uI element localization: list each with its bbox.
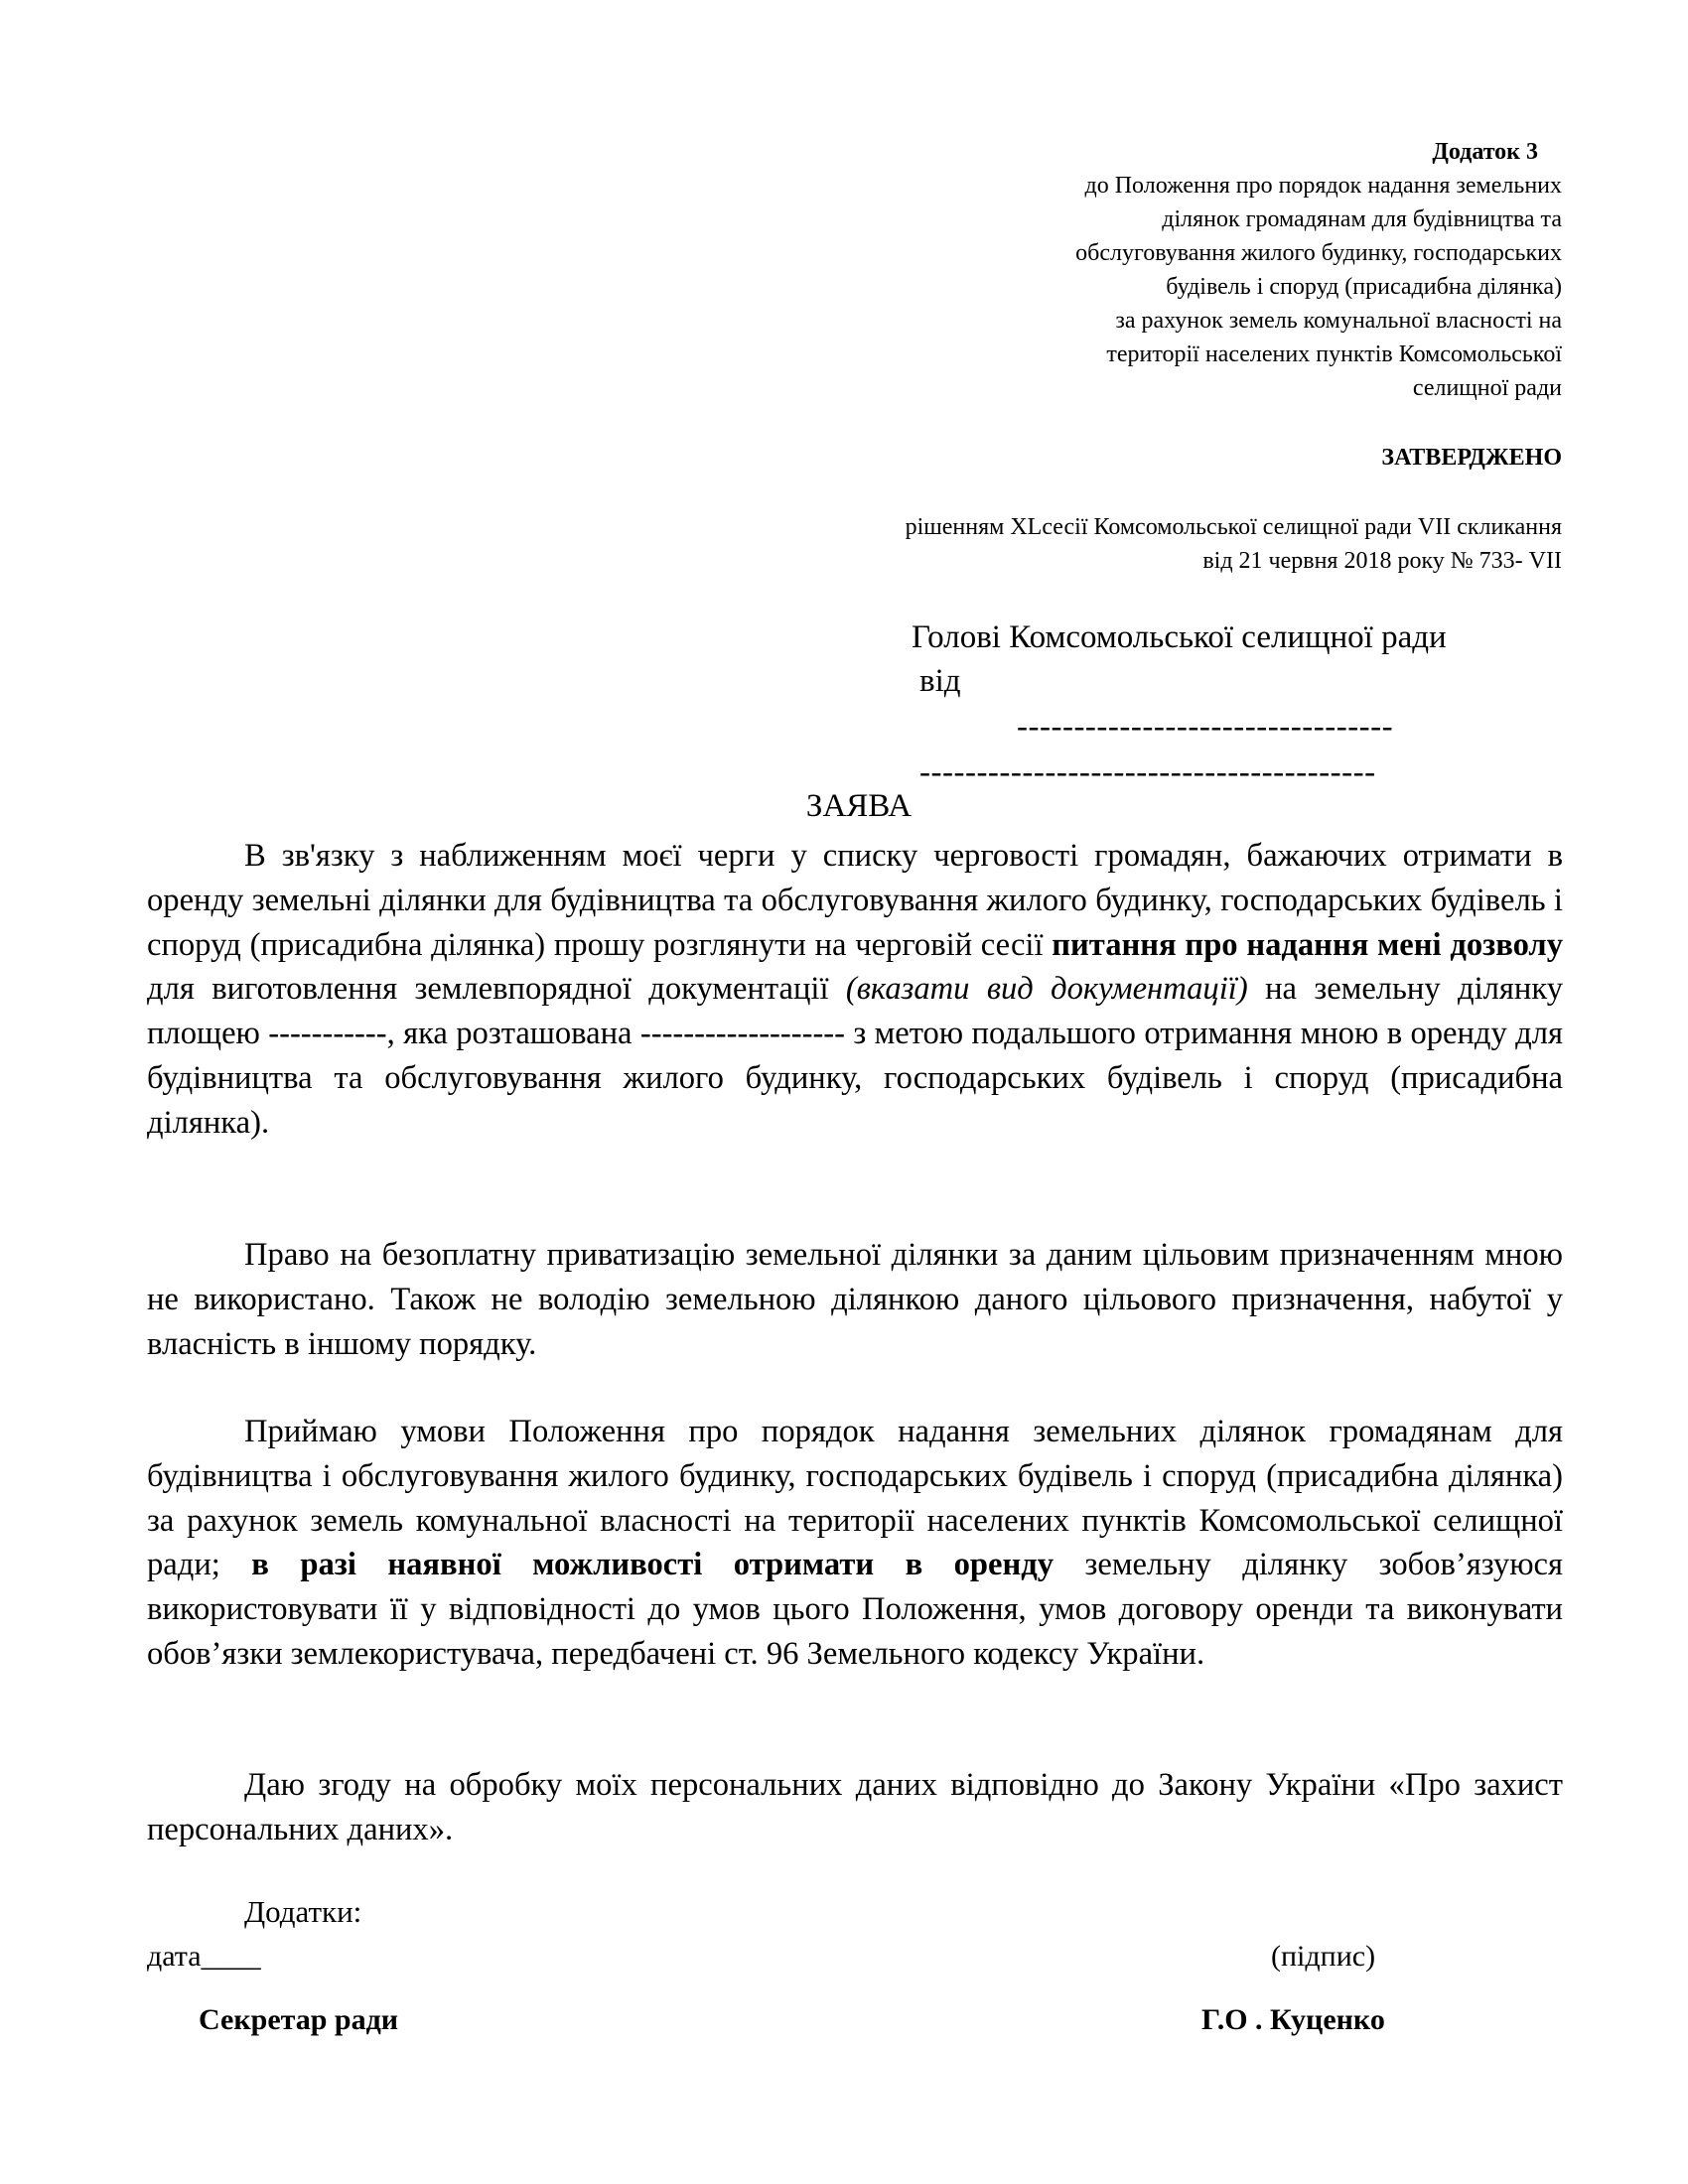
addressee-to: Голові Комсомольської селищної ради bbox=[912, 619, 1447, 655]
addressee-from: від bbox=[919, 663, 961, 699]
attachments-label: Додатки: bbox=[244, 1894, 362, 1929]
appendix-line: будівель і споруд (присадибна ділянка) bbox=[1166, 274, 1562, 300]
appendix-line: обслуговування жилого будинку, господарських bbox=[1075, 240, 1562, 266]
statement-title: ЗАЯВА bbox=[805, 788, 913, 824]
signature-label: (підпис) bbox=[1271, 1940, 1376, 1973]
applicant-name-blank: --------------------------------- bbox=[1017, 709, 1394, 745]
bold-text: питання про надання мені дозволу bbox=[1052, 926, 1563, 963]
decision-line: від 21 червня 2018 року № 733- VII bbox=[1202, 548, 1562, 574]
date-label: дата____ bbox=[147, 1940, 261, 1973]
secretary-label: Секретар ради bbox=[199, 2003, 399, 2036]
paragraph-conditions bbox=[147, 1410, 1563, 1677]
paragraph-request bbox=[147, 834, 1563, 1146]
approved-title: ЗАТВЕРДЖЕНО bbox=[1381, 445, 1562, 471]
applicant-address-blank: ---------------------------------------- bbox=[919, 754, 1376, 790]
appendix-line: ділянок громадянам для будівництва та bbox=[1162, 206, 1562, 232]
appendix-line: за рахунок земель комунальної власності на bbox=[1115, 308, 1562, 334]
paragraph-text: Приймаю умови Положення про порядок надання земельних ділянок громадянам для будівництва і обслуговування жилого будинку, господарських будівель і споруд (присадибна ділянка) за рахунок земель комунальної власності на території населених пунктів Комсомольської селищної ради; bbox=[147, 1414, 1563, 1583]
paragraph-text: В зв'язку з наближенням моєї черги у списку черговості громадян, бажаючих отримати в оренду земельні ділянки для будівництва та обслуговування жилого будинку, господарських будівель і споруд (присадибна ділянка) прошу розглянути на черговій сесії bbox=[147, 838, 1563, 963]
paragraph-text: для виготовлення землевпорядної документації bbox=[147, 971, 846, 1008]
paragraph-privatization: Право на безоплатну приватизацію земельної ділянки за даним цільовим призначенням мною не використано. Також не володію земельною ділянкою даного цільового призначення, набутої у власність в іншому порядку. bbox=[147, 1237, 1563, 1362]
appendix-line: селищної ради bbox=[1412, 375, 1562, 401]
appendix-line: території населених пунктів Комсомольської bbox=[1106, 341, 1562, 367]
appendix-line: до Положення про порядок надання земельних bbox=[1084, 173, 1562, 199]
decision-line: рішенням XLсесії Комсомольської селищної ради VII скликання bbox=[905, 514, 1562, 540]
paragraph-text: земельну ділянку зобов’язуюся використовувати її у відповідності до умов цього Положення, умов договору оренди та виконувати обов’язки землекористувача, передбачені ст. 96 Земельного кодексу України. bbox=[147, 1547, 1563, 1672]
italic-text: (вказати вид документації) bbox=[845, 971, 1248, 1008]
appendix-title: Додаток 3 bbox=[1432, 139, 1538, 165]
paragraph-text: на земельну ділянку площею -----------, яка розташована ------------------- з метою подальшого отримання мною в оренду для будівництва та обслуговування жилого будинку, господарських будівель і споруд (присадибна ділянка). bbox=[147, 971, 1563, 1141]
appendix-block bbox=[814, 135, 1562, 578]
bold-text: в разі наявної можливості отримати в оренду bbox=[251, 1547, 1055, 1583]
secretary-name: Г.О . Куценко bbox=[1201, 2003, 1385, 2036]
paragraph-consent: Даю згоду на обробку моїх персональних даних відповідно до Закону України «Про захист персональних даних». bbox=[147, 1767, 1563, 1847]
